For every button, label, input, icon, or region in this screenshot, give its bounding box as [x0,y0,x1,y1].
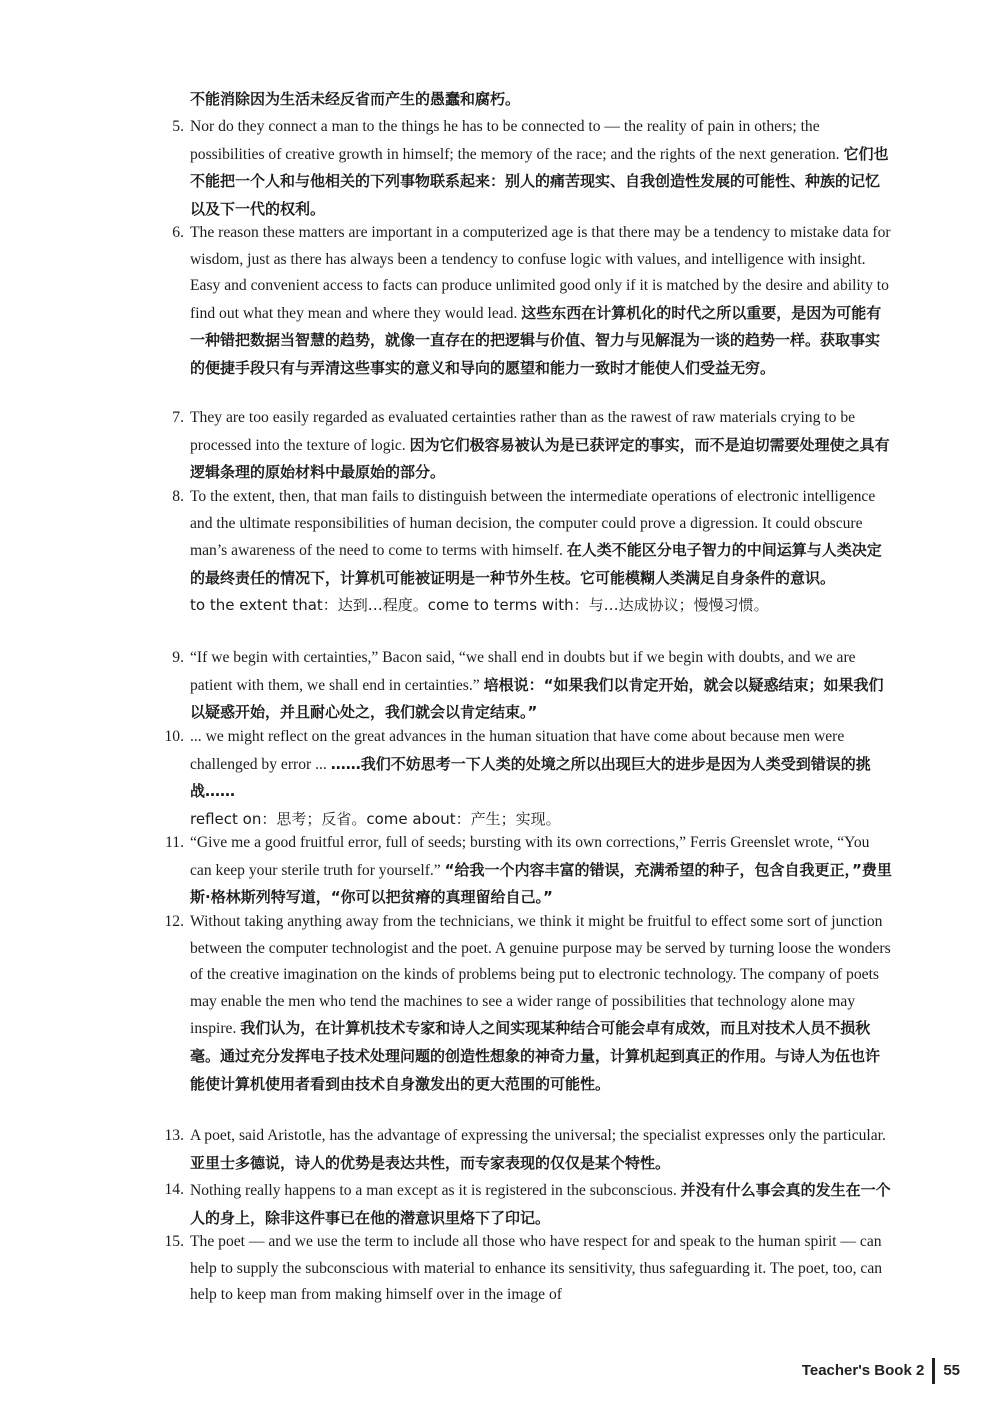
paragraph-15 [164,1229,892,1309]
chinese-translation: 在人类不能区分电子智力的中间运算与人类决定的最终责任的情况下，计算机可能被证明是一种节外生枝。它可能模糊人类满足自身条件的意识。 [190,541,882,587]
english-text: Nothing really happens to a man except as it is registered in the subconscious. [190,1182,677,1199]
english-text: ... we might reflect on the great advances in the human situation that have come about because men were challenged by error ... [190,728,845,773]
paragraph-number: 12. [164,913,184,930]
paragraph-6 [172,220,892,383]
paragraph-number: 11. [165,834,184,851]
paragraph-number: 8. [172,488,184,505]
chinese-translation: 这些东西在计算机化的时代之所以重要，是因为可能有一种错把数据当智慧的趋势，就像一直存在的把逻辑与价值、智力与见解混为一谈的趋势一样。获取事实的便捷手段只有与弄清这些事实的意义和导向的愿望和能力一致时才能使人们受益无穷。 [190,303,882,377]
chinese-translation: 因为它们极容易被认为是已获评定的事实，而不是迫切需要处理使之具有逻辑条理的原始材料中最原始的部分。 [190,435,890,482]
english-text: To the extent, then, that man fails to distinguish between the intermediate operations of electronic intelligence and the ultimate responsibilities of human decision, the computer could prove a digression. It could obscure man’s awareness of the need to come to terms with himself. [190,488,876,560]
chinese-translation: ……我们不妨思考一下人类的处境之所以出现巨大的进步是因为人类受到错误的挑战…… [190,754,871,801]
chinese-translation: 并没有什么事会真的发生在一个人的身上，除非这件事已在他的潜意识里烙下了印记。 [190,1181,891,1227]
chinese-translation: 我们认为，在计算机技术专家和诗人之间实现某种结合可能会卓有成效，而且对技术人员不损秋毫。通过充分发挥电子技术处理问题的创造性想象的神奇力量，计算机起到真正的作用。与诗人为伍也许能使计算机使用者看到由技术自身激发出的更大范围的可能性。 [190,1019,881,1093]
chinese-translation: “给我一个内容丰富的错误，充满希望的种子，包含自我更正，”费里斯·格林斯列特写道，“你可以把贫瘠的真理留给自己。” [190,860,892,907]
english-text: A poet, said Aristotle, has the advantage of expressing the universal; the specialist expresses only the particular. [190,1127,886,1144]
paragraph-number: 14. [164,1181,184,1198]
english-text: The poet — and we use the term to include all those who have respect for and speak to the human spirit — can help to supply the subconscious with material to enhance its sensitivity, thus safeguarding it. The poet, too, can help to keep man from making himself over in the image of [190,1233,883,1304]
paragraph-number: 6. [172,224,184,241]
english-text: “Give me a good fruitful error, full of seeds; bursting with its own corrections,” Ferris Greenslet wrote, “You can keep your sterile truth for yourself.” [190,834,870,879]
page-footer [802,1358,960,1384]
paragraph-number: 9. [172,649,184,666]
paragraph-number: 7. [172,409,184,426]
english-text: Nor do they connect a man to the things he has to be connected to — the reality of pain in others; the possibilities of creative growth in himself; the memory of the race; and the rights of the next generation. [190,118,840,163]
paragraph-12 [164,909,892,1098]
paragraph-10 [164,724,892,832]
book-title: Teacher's Book 2 [801,1361,925,1379]
top-line: 不能消除因为生活未经反省而产生的愚蠢和腐朽。 [190,90,521,108]
vocabulary-gloss: to the extent that：达到…程度。come to terms with：与…达成协议；慢慢习惯。 [190,596,769,615]
paragraph-number: 10. [164,728,184,745]
footer-divider [932,1358,935,1384]
paragraph-13 [164,1123,892,1177]
paragraph-14 [164,1177,892,1232]
paragraph-number: 15. [164,1233,184,1250]
paragraph-number: 13. [164,1127,184,1144]
chinese-translation: 培根说：“如果我们以肯定开始，就会以疑惑结束；如果我们以疑惑开始，并且耐心处之，我们就会以肯定结束。” [190,675,884,722]
paragraph-number: 5. [172,118,184,135]
english-text: The reason these matters are important in a computerized age is that there may be a tendency to mistake data for wisdom, just as there has always been a tendency to confuse logic with values, and intelligence with insight. Easy and convenient access to facts can produce unlimited good only if it is matched by the desire and ability to find out what they mean and where they would lead. [190,224,891,322]
english-text: Without taking anything away from the technicians, we think it might be fruitful to effect some sort of junction between the computer technologist and the poet. A genuine purpose may be served by turning loose the wonders of the creative imagination on the kinds of problems being put to electronic technology. The company of poets may enable the men who tend the machines to see a wider range of possibilities that technology alone may inspire. [190,913,891,1038]
paragraph-11 [165,830,892,912]
page-number: 55 [943,1361,960,1379]
paragraph-9 [172,645,892,727]
paragraph-8 [172,484,892,619]
chinese-translation: 亚里士多德说，诗人的优势是表达共性，而专家表现的仅仅是某个特性。 [190,1153,671,1172]
english-text: “If we begin with certainties,” Bacon said, “we shall end in doubts but if we begin with doubts, and we are patient with them, we shall end in certainties.” [190,649,856,694]
english-text: They are too easily regarded as evaluated certainties rather than as the rawest of raw materials crying to be processed into the texture of logic. [190,409,856,454]
chinese-translation: 它们也不能把一个人和与他相关的下列事物联系起来：别人的痛苦现实、自我创造性发展的可能性、种族的记忆以及下一代的权利。 [190,144,889,218]
top-continuation [190,86,892,113]
paragraph-7 [172,405,892,487]
vocabulary-gloss: reflect on：思考；反省。come about：产生；实现。 [190,809,561,828]
paragraph-5 [172,114,892,223]
